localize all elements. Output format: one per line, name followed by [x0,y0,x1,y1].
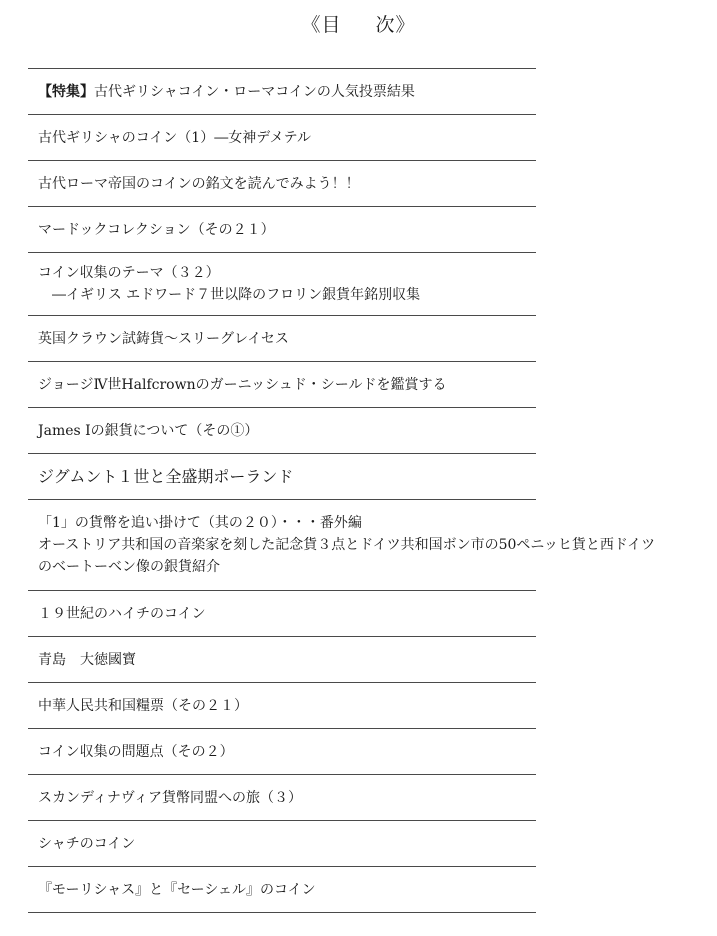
toc-entry [28,591,536,636]
toc-entry-title: 青島 大徳國寶 [38,651,136,668]
toc-entry-title: ジョージⅣ世Halfcrownのガーニッシュド・シールドを鑑賞する [38,376,447,393]
toc-entry-title: スカンディナヴィア貨幣同盟への旅（３） [38,789,303,806]
title-open: 《目 [301,14,342,36]
toc-entry-subtitle: ―イギリス エドワード７世以降のフロリン銀貨年銘別収集 [52,287,421,303]
feature-tag: 【特集】 [38,83,94,100]
toc-entry-title: 古代ローマ帝国のコインの銘文を読んでみよう！！ [38,175,360,192]
toc-entry [28,454,536,499]
toc-entry [28,775,536,820]
toc-entry-title: 「1」の貨幣を追い掛けて（其の２０）・・・番外編 [38,515,362,531]
toc-entry [28,821,536,866]
toc-entry-title: シャチのコイン [38,835,136,852]
toc-entry-title: １９世紀のハイチのコイン [38,605,206,622]
toc-entry [28,683,536,728]
toc-entry [28,729,536,774]
toc-entry-subtitle-continued: のベートーベン像の銀貨紹介 [38,559,220,575]
toc-entry [28,867,536,912]
toc-entry [28,316,536,361]
toc-entry-title: ジグムント１世と全盛期ポーランド [38,466,294,486]
toc-entry-title: 中華人民共和国糧票（その２１） [38,697,248,714]
toc-entry-title: コイン収集の問題点（その２） [38,743,234,760]
page-title [0,10,717,37]
toc-entry [28,500,656,590]
toc-entry-title: マードックコレクション（その２１） [38,221,275,238]
toc-entry [28,637,536,682]
toc-entry [28,253,536,315]
toc-entry [28,408,536,453]
toc-entry [28,69,536,114]
toc-entry [28,115,536,160]
toc-entry-title: コイン収集のテーマ（３２） [38,265,220,281]
toc-entry [28,362,536,407]
toc-entry-subtitle: オーストリア共和国の音楽家を刻した記念貨３点とドイツ共和国ボン市の50ペニッヒ貨と西ドイツ [38,537,656,553]
toc-entry [28,207,536,252]
toc-entry [28,161,536,206]
toc-entry-title: 古代ギリシャのコイン（1）―女神デメテル [38,129,311,146]
table-of-contents [28,68,656,913]
toc-entry-title: 英国クラウン試鋳貨～スリーグレイセス [38,330,289,347]
title-close: 次》 [375,14,416,36]
toc-entry-title: 古代ギリシャコイン・ローマコインの人気投票結果 [94,83,415,100]
divider [28,912,536,913]
toc-entry-title: 『モーリシャス』と『セーシェル』のコイン [38,881,316,898]
toc-entry-title: James Ⅰの銀貨について（その①） [38,422,259,439]
